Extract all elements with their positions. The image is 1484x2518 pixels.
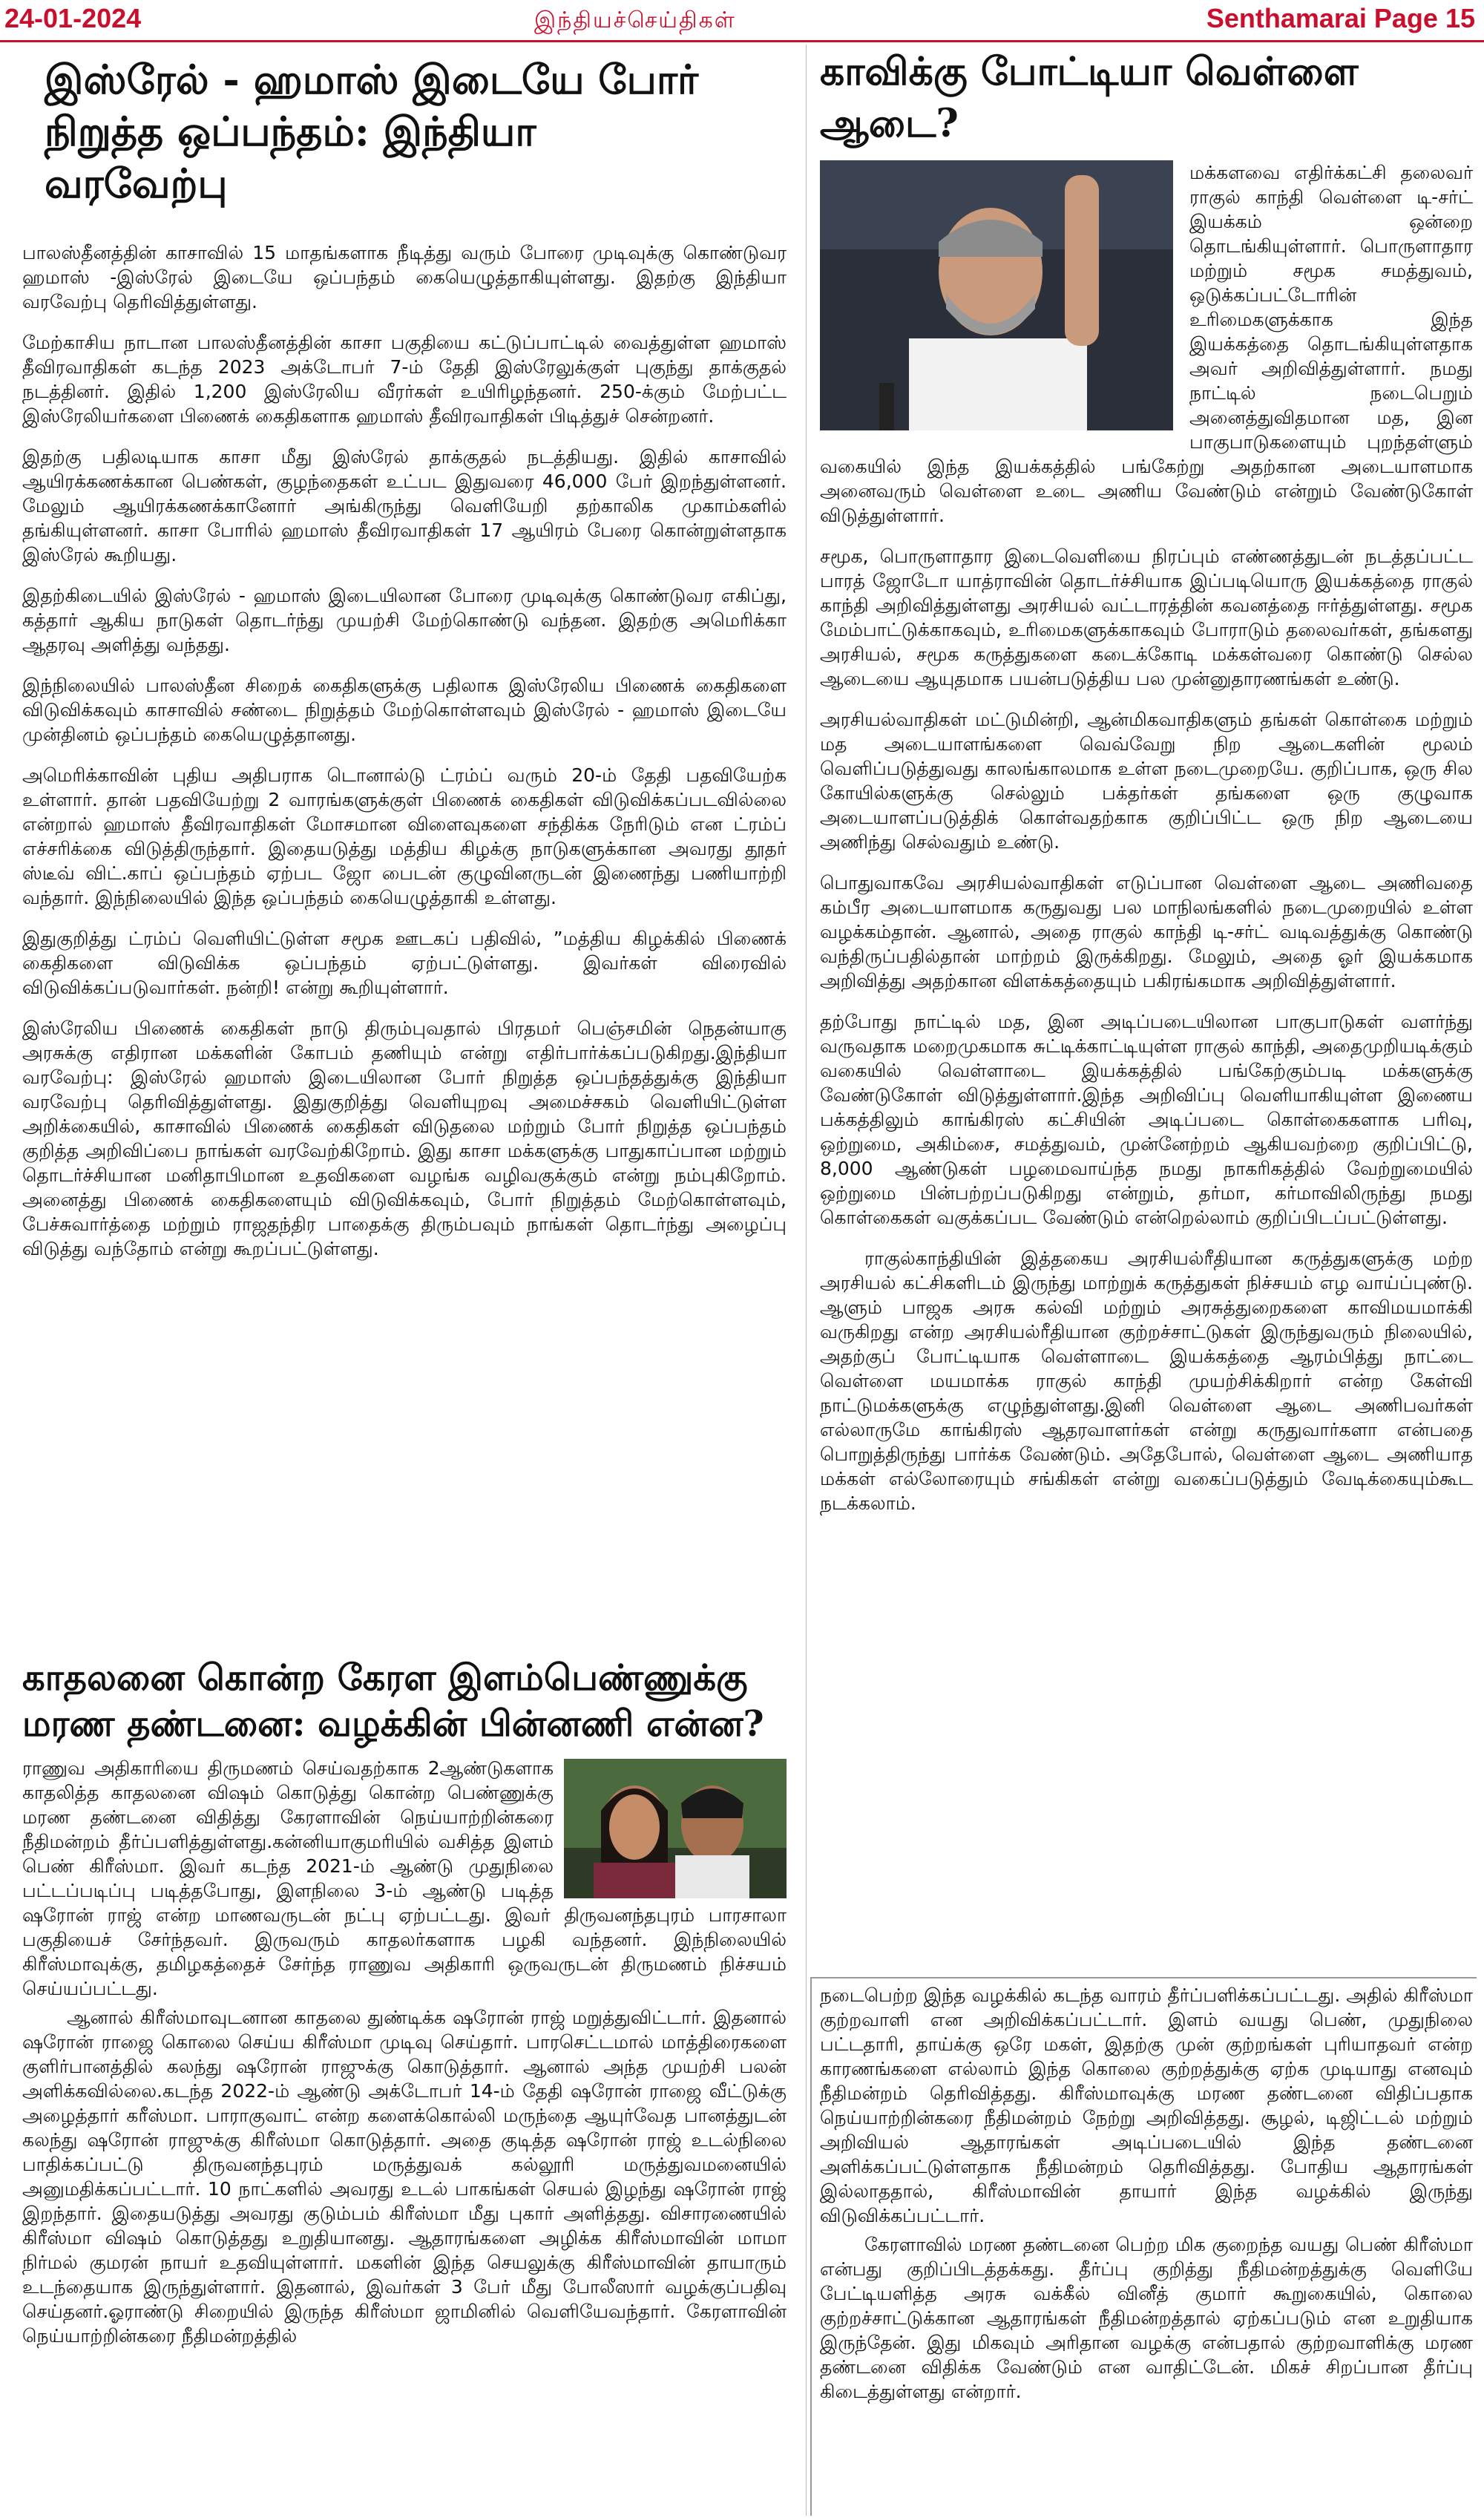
article-paragraph: பொதுவாகவே அரசியல்வாதிகள் எடுப்பான வெள்ளை ஆடை அணிவதை கம்பீர அடையாளமாக கருதுவது பல மாநிலங்களில் நடைமுறையில் உள்ள வழக்கம்தான். ஆனால், அதை ராகுல் காந்தி டி-சர்ட் வடிவத்துக்கு கொண்டு வந்திருப்பதில்தான் மாற்றம் இருக்கிறது. மேலும், அதை ஓர் இயக்கமாக அறிவித்து அதற்கான விளக்கத்தையும் பகிரங்கமாக அறிவித்துள்ளார். xyxy=(820,872,1473,991)
continuation-box-left xyxy=(810,1977,812,2516)
article-paragraph: அரசியல்வாதிகள் மட்டுமின்றி, ஆன்மிகவாதிகளும் தங்கள் கொள்கை மற்றும் மத அடையாளங்களை வெவ்வேறு நிற ஆடைகளின் மூலம் வெளிப்படுத்துவது காலங்காலமாக உள்ள நடைமுறையே. குறிப்பாக, ஒரு சில கோயில்களுக்கு செல்லும் பக்தர்கள் தங்களை ஒரு குழுவாக அடையாளப்படுத்திக் கொள்வதற்காக குறிப்பிட்ட ஒரு நிற ஆடையை அணிந்து செல்வதும் உண்டு. xyxy=(820,709,1473,853)
rahul-gandhi-image xyxy=(820,160,1173,430)
article-paragraph: ஆனால் கிரீஸ்மாவுடனான காதலை துண்டிக்க ஷரோன் ராஜ் மறுத்துவிட்டார். இதனால் ஷரோன் ராஜை கொலை செய்ய கிரீஸ்மா முடிவு செய்தார். பாரசெட்டமால் மாத்திரைகளை குளிர்பானத்தில் கலந்து ஷரோன் ராஜுக்கு கொடுத்தார். ஆனால் அந்த முயற்சி பலன் அளிக்கவில்லை.கடந்த 2022-ம் ஆண்டு அக்டோபர் 14-ம் தேதி ஷரோன் ராஜை வீட்டுக்கு அழைத்தார் கரீஸ்மா. பாராகுவாட் என்ற களைக்கொல்லி மருந்தை ஆயுர்வேத பானத்துடன் கலந்து ஷரோன் ராஜுக்கு கிரீஸ்மா கொடுத்தார். அதை குடித்த ஷரோன் ராஜ் உடல்நிலை பாதிக்கப்பட்டு திருவனந்தபுரம் மருத்துவக் கல்லூரி மருத்துவமனையில் அனுமதிக்கப்பட்டார். 10 நாட்களில் அவரது உடல் பாகங்கள் செயல் இழந்து ஷரோன் ராஜ் இறந்தார். இதையடுத்து அவரது குடும்பம் கிரீஸ்மா மீது புகார் அளித்தது. விசாரணையில் கிரீஸ்மா விஷம் கொடுத்தது உறுதியானது. ஆதாரங்களை அழிக்க கிரீஸ்மாவின் மாமா நிர்மல் குமரன் நாயர் உதவியுள்ளார். மகளின் இந்த செயலுக்கு கிரீஸ்மாவின் தாயாரும் உடந்தையாக இருந்துள்ளார். இதனால், இவர்கள் 3 பேர் மீது போலீஸார் வழக்குப்பதிவு செய்தனர்.ஓராண்டு சிறையில் இருந்த கிரீஸ்மா ஜாமினில் வெளியேவந்தார். கேரளாவின் நெய்யாற்றின்கரை நீதிமன்றத்தில் xyxy=(22,2007,787,2347)
article-paragraph: அமெரிக்காவின் புதிய அதிபராக டொனால்டு ட்ரம்ப் வரும் 20-ம் தேதி பதவியேற்க உள்ளார். தான் பதவியேற்று 2 வாரங்களுக்குள் பிணைக் கைதிகள் விடுவிக்கப்படவில்லை என்றால் ஹமாஸ் தீவிரவாதிகள் மோசமான விளைவுகளை சந்திக்க நேரிடும் என ட்ரம்ப் எச்சரிக்கை விடுத்திருந்தார். இதையடுத்து மத்திய கிழக்கு நாடுகளுக்கான அவரது தூதர் ஸ்டீவ் விட்.காப் ஒப்பந்தம் ஏற்பட ஜோ பைடன் குழுவினருடன் இணைந்து பணியாற்றி வந்தார். இந்நிலையில் இந்த ஒப்பந்தம் கையெழுத்தாகி உள்ளது. xyxy=(22,764,787,908)
issue-date: 24-01-2024 xyxy=(4,3,142,33)
article-headline: காவிக்கு போட்டியா வெள்ளை ஆடை? xyxy=(820,49,1359,146)
article-israel-hamas xyxy=(22,53,787,1634)
article-paragraph: இதற்கிடையில் இஸ்ரேல் - ஹமாஸ் இடையிலான போரை முடிவுக்கு கொண்டுவர எகிப்து, கத்தார் ஆகிய நாடுகள் தொடர்ந்து முயற்சி மேற்கொண்டு வந்தன. இதற்கு அமெரிக்கா ஆதரவு அளித்து வந்தது. xyxy=(22,585,787,655)
article-paragraph: பாலஸ்தீனத்தின் காசாவில் 15 மாதங்களாக நீடித்து வரும் போரை முடிவுக்கு கொண்டுவர ஹமாஸ் -இஸ்ரேல் இடையே ஒப்பந்தம் கையெழுத்தாகியுள்ளது. இதற்கு இந்தியா வரவேற்பு தெரிவித்துள்ளது. xyxy=(22,242,787,312)
article-paragraph: தற்போது நாட்டில் மத, இன அடிப்படையிலான பாகுபாடுகள் வளர்ந்து வருவதாக மறைமுகமாக சுட்டிக்காட்டியுள்ள ராகுல் காந்தி, அதைமுறியடிக்கும் வகையில் வெள்ளாடை இயக்கத்தில் பங்கேற்கும்படி மக்களுக்கு வேண்டுகோள் விடுத்துள்ளார்.இந்த அறிவிப்பு வெளியாகியுள்ள இணைய பக்கத்திலும் காங்கிரஸ் கட்சியின் அடிப்படை கொள்கைகளாக பரிவு, ஒற்றுமை, அகிம்சை, சமத்துவம், முன்னேற்றம் ஆகியவற்றை குறிப்பிட்டு, 8,000 ஆண்டுகள் பழமைவாய்ந்த நமது நாகரிகத்தில் வேற்றுமையில் ஒற்றுமை பின்பற்றப்படுகிறது என்றும், தர்மா, கர்மாவிலிருந்து நமது கொள்கைகள் வகுக்கப்பட வேண்டும் என்றெல்லாம் குறிப்பிடப்பட்டுள்ளது. xyxy=(820,1011,1473,1228)
article-headline: இஸ்ரேல் - ஹமாஸ் இடையே போர் நிறுத்த ஒப்பந்தம்: இந்தியா வரவேற்பு xyxy=(45,56,699,207)
rahul-gandhi-photo xyxy=(820,160,1173,430)
article-paragraph: ராணுவ அதிகாரியை திருமணம் செய்வதற்காக 2ஆண்டுகளாக காதலித்த காதலனை விஷம் கொடுத்து கொன்ற பெண்ணுக்கு மரண தண்டனை விதித்து கேரளாவின் நெய்யாற்றின்கரை நீதிமன்றம் தீர்ப்பளித்துள்ளது.கன்னியாகுமரியில் வசித்த இளம் பெண் கிரீஸ்மா. இவர் கடந்த 2021-ம் ஆண்டு முதுநிலை பட்டப்படிப்பு படித்தபோது, இளநிலை 3-ம் ஆண்டு படித்த ஷரோன் ராஜ் என்ற மாணவருடன் நட்பு ஏற்பட்டது. இவர் திருவனந்தபுரம் பாரசாலா பகுதியைச் சேர்ந்தவர். இருவரும் காதலர்களாக பழகி வந்தனர். இந்நிலையில் கிரீஸ்மாவுக்கு, தமிழகத்தைச் சேர்ந்த ராணுவ அதிகாரி ஒருவருடன் திருமணம் நிச்சயம் செய்யப்பட்டது. xyxy=(22,1757,787,1999)
article-kerala-verdict-continued xyxy=(820,1983,1473,2514)
article-paragraph: கேரளாவில் மரண தண்டனை பெற்ற மிக குறைந்த வயது பெண் கிரீஸ்மா என்பது குறிப்பிடத்தக்கது. தீர்ப்பு குறித்து நீதிமன்றத்துக்கு வெளியே பேட்டியளித்த அரசு வக்கீல் வினீத் குமார் கூறுகையில், கொலை குற்றச்சாட்டுக்கான ஆதாரங்கள் நீதிமன்றத்தால் ஏற்கப்படும் என உறுதியாக இருந்தேன். இது மிகவும் அரிதான வழக்கு என்பதால் குற்றவாளிக்கு மரண தண்டனை விதிக்க வேண்டும் என வாதிட்டேன். மிகச் சிறப்பான தீர்ப்பு கிடைத்துள்ளது என்றார். xyxy=(820,2234,1473,2402)
article-paragraph: இந்நிலையில் பாலஸ்தீன சிறைக் கைதிகளுக்கு பதிலாக இஸ்ரேலிய பிணைக் கைதிகளை விடுவிக்கவும் காசாவில் சண்டை நிறுத்தம் மேற்கொள்ளவும் இஸ்ரேல் - ஹமாஸ் இடையே முன்தினம் ஒப்பந்தம் கையெழுத்தானது. xyxy=(22,675,787,745)
continuation-box-top xyxy=(810,1977,1477,1978)
header-rule xyxy=(0,40,1484,42)
article-paragraph: நடைபெற்ற இந்த வழக்கில் கடந்த வாரம் தீர்ப்பளிக்கப்பட்டது. அதில் கிரீஸ்மா குற்றவாளி என அறிவிக்கப்பட்டார். இளம் வயது பெண், முதுநிலை பட்டதாரி, தாய்க்கு ஒரே மகள், இதற்கு முன் குற்றங்கள் புரியாதவர் என்ற காரணங்களை எல்லாம் இந்த கொலை குற்றத்துக்கு ஏற்க முடியாது எனவும் நீதிமன்றம் தெரிவித்தது. கிரீஸ்மாவுக்கு மரண தண்டனை விதிப்பதாக நெய்யாற்றின்கரை நீதிமன்றம் நேற்று அறிவித்தது. சூழல், டிஜிட்டல் மற்றும் அறிவியல் ஆதாரங்கள் அடிப்படையில் இந்த தண்டனை அளிக்கப்பட்டுள்ளதாக நீதிமன்றம் தெரிவித்தது. போதிய ஆதாரங்கள் இல்லாததால், கிரீஸ்மாவின் தாயார் இந்த வழக்கில் இருந்து விடுவிக்கப்பட்டார். xyxy=(820,1984,1473,2226)
article-paragraph: மேற்காசிய நாடான பாலஸ்தீனத்தின் காசா பகுதியை கட்டுப்பாட்டில் வைத்துள்ள ஹமாஸ் தீவிரவாதிகள் கடந்த 2023 அக்டோபர் 7-ம் தேதி இஸ்ரேலுக்குள் புகுந்து தாக்குதல் நடத்தினர். இதில் 1,200 இஸ்ரேலிய வீரர்கள் உயிரிழந்தனர். 250-க்கும் மேற்பட்ட இஸ்ரேலியர்களை பிணைக் கைதிகளாக ஹமாஸ் தீவிரவாதிகள் பிடித்துச் சென்றனர். xyxy=(22,332,787,427)
couple-image xyxy=(564,1759,787,1898)
article-paragraph: மக்களவை எதிர்க்கட்சி தலைவர் ராகுல் காந்தி வெள்ளை டி-சர்ட் இயக்கம் ஒன்றை தொடங்கியுள்ளார். பொருளாதார மற்றும் சமூக சமத்துவம், ஒடுக்கப்பட்டோரின் உரிமைகளுக்காக இந்த இயக்கத்தை தொடங்கியுள்ளதாக அவர் அறிவித்துள்ளார். நமது நாட்டில் நடைபெறும் அனைத்துவிதமான மத, இன பாகுபாடுகளையும் புறந்தள்ளும் வகையில் இந்த இயக்கத்தில் பங்கேற்று அதற்கான அடையாளமாக அனைவரும் வெள்ளை உடை அணிய வேண்டும் என்றும் வேண்டுகோள் விடுத்துள்ளார். xyxy=(820,162,1473,526)
section-title: இந்தியச்செய்திகள் xyxy=(534,7,736,33)
page-header xyxy=(0,0,1484,43)
paper-name-page: Senthamarai Page 15 xyxy=(1206,3,1475,33)
article-paragraph: இதற்கு பதிலடியாக காசா மீது இஸ்ரேல் தாக்குதல் நடத்தியது. இதில் காசாவில் ஆயிரக்கணக்கான பெண்கள், குழந்தைகள் உட்பட இதுவரை 46,000 பேர் இறந்துள்ளனர். மேலும் ஆயிரக்கணக்கானோர் அங்கிருந்து வெளியேறி தற்காலிக முகாம்களில் தங்கியுள்ளனர். காசா போரில் ஹமாஸ் தீவிரவாதிகள் 17 ஆயிரம் பேரை கொன்றுள்ளதாக இஸ்ரேல் கூறியது. xyxy=(22,446,787,565)
article-paragraph: இஸ்ரேலிய பிணைக் கைதிகள் நாடு திரும்புவதால் பிரதமர் பெஞ்சமின் நெதன்யாகு அரசுக்கு எதிரான மக்களின் கோபம் தணியும் என்று எதிர்பார்க்கப்படுகிறது.இந்தியா வரவேற்பு: இஸ்ரேல் ஹமாஸ் இடையிலான போர் நிறுத்த ஒப்பந்தத்துக்கு இந்தியா வரவேற்பு தெரிவித்துள்ளது. இதுகுறித்து வெளியுறவு அமைச்சகம் வெளியிட்டுள்ள அறிக்கையில், காசாவில் பிணைக் கைதிகள் விடுதலை மற்றும் போர் நிறுத்த ஒப்பந்தம் குறித்த அறிவிப்பை நாங்கள் வரவேற்கிறோம். இது காசா மக்களுக்கு பாதுகாப்பான மற்றும் தொடர்ச்சியான மனிதாபிமான உதவிகளை வழங்க வழிவகுக்கும் என்று நம்புகிறோம். அனைத்து பிணைக் கைதிகளையும் விடுவிக்கவும், போர் நிறுத்தம் மேற்கொள்ளவும், பேச்சுவார்த்தை மற்றும் ராஜதந்திர பாதைக்கு திரும்பவும் நாங்கள் தொடர்ந்து அழைப்பு விடுத்து வந்தோம் என்று கூறப்பட்டுள்ளது. xyxy=(22,1017,787,1259)
couple-photo xyxy=(564,1759,787,1898)
article-kerala-verdict xyxy=(22,1655,787,2516)
article-paragraph: ராகுல்காந்தியின் இத்தகைய அரசியல்ரீதியான கருத்துகளுக்கு மற்ற அரசியல் கட்சிகளிடம் இருந்து மாற்றுக் கருத்துகள் நிச்சயம் எழ வாய்ப்புண்டு. ஆளும் பாஜக அரசு கல்வி மற்றும் அரசுத்துறைகளை காவிமயமாக்கி வருகிறது என்ற அரசியல்ரீதியான குற்றச்சாட்டுகள் இருந்துவரும் நிலையில், அதற்குப் போட்டியாக வெள்ளாடை இயக்கத்தை ஆரம்பித்து நாட்டை வெள்ளை மயமாக்க ராகுல் காந்தி முயற்சிக்கிறார் என்ற கேள்வி நாட்டுமக்களுக்கு எழுந்துள்ளது.இனி வெள்ளை ஆடை அணிபவர்கள் எல்லாருமே காங்கிரஸ் ஆதரவாளர்கள் என்று கருதுவார்களா என்பதை பொறுத்திருந்து பார்க்க வேண்டும். அதேபோல், வெள்ளை ஆடை அணியாத மக்கள் எல்லோரையும் சங்கிகள் என்று வகைப்படுத்தும் வேடிக்கையும்கூட நடக்கலாம். xyxy=(820,1247,1473,1514)
article-white-dress xyxy=(820,46,1473,1968)
article-headline: காதலனை கொன்ற கேரள இளம்பெண்ணுக்கு மரண தண்டனை: வழக்கின் பின்னணி என்ன? xyxy=(22,1657,764,1745)
column-divider xyxy=(806,45,807,2516)
article-paragraph: சமூக, பொருளாதார இடைவெளியை நிரப்பும் எண்ணத்துடன் நடத்தப்பட்ட பாரத் ஜோடோ யாத்ராவின் தொடர்ச்சியாக இப்படியொரு இயக்கத்தை ராகுல் காந்தி அறிவித்துள்ளது அரசியல் வட்டாரத்தின் கவனத்தை ஈர்த்துள்ளது. சமூக மேம்பாட்டுக்காகவும், உரிமைகளுக்காகவும் போராடும் தலைவர்கள், தங்களது அரசியல், சமூக கருத்துகளை கடைக்கோடி மக்கள்வரை கொண்டு செல்ல ஆடையை ஆயுதமாக பயன்படுத்திய பல முன்னுதாரணங்கள் உண்டு. xyxy=(820,545,1473,689)
article-paragraph: இதுகுறித்து ட்ரம்ப் வெளியிட்டுள்ள சமூக ஊடகப் பதிவில், ”மத்திய கிழக்கில் பிணைக் கைதிகளை விடுவிக்க ஒப்பந்தம் ஏற்பட்டுள்ளது. இவர்கள் விரைவில் விடுவிக்கப்படுவார்கள். நன்றி! என்று கூறியுள்ளார். xyxy=(22,928,787,998)
